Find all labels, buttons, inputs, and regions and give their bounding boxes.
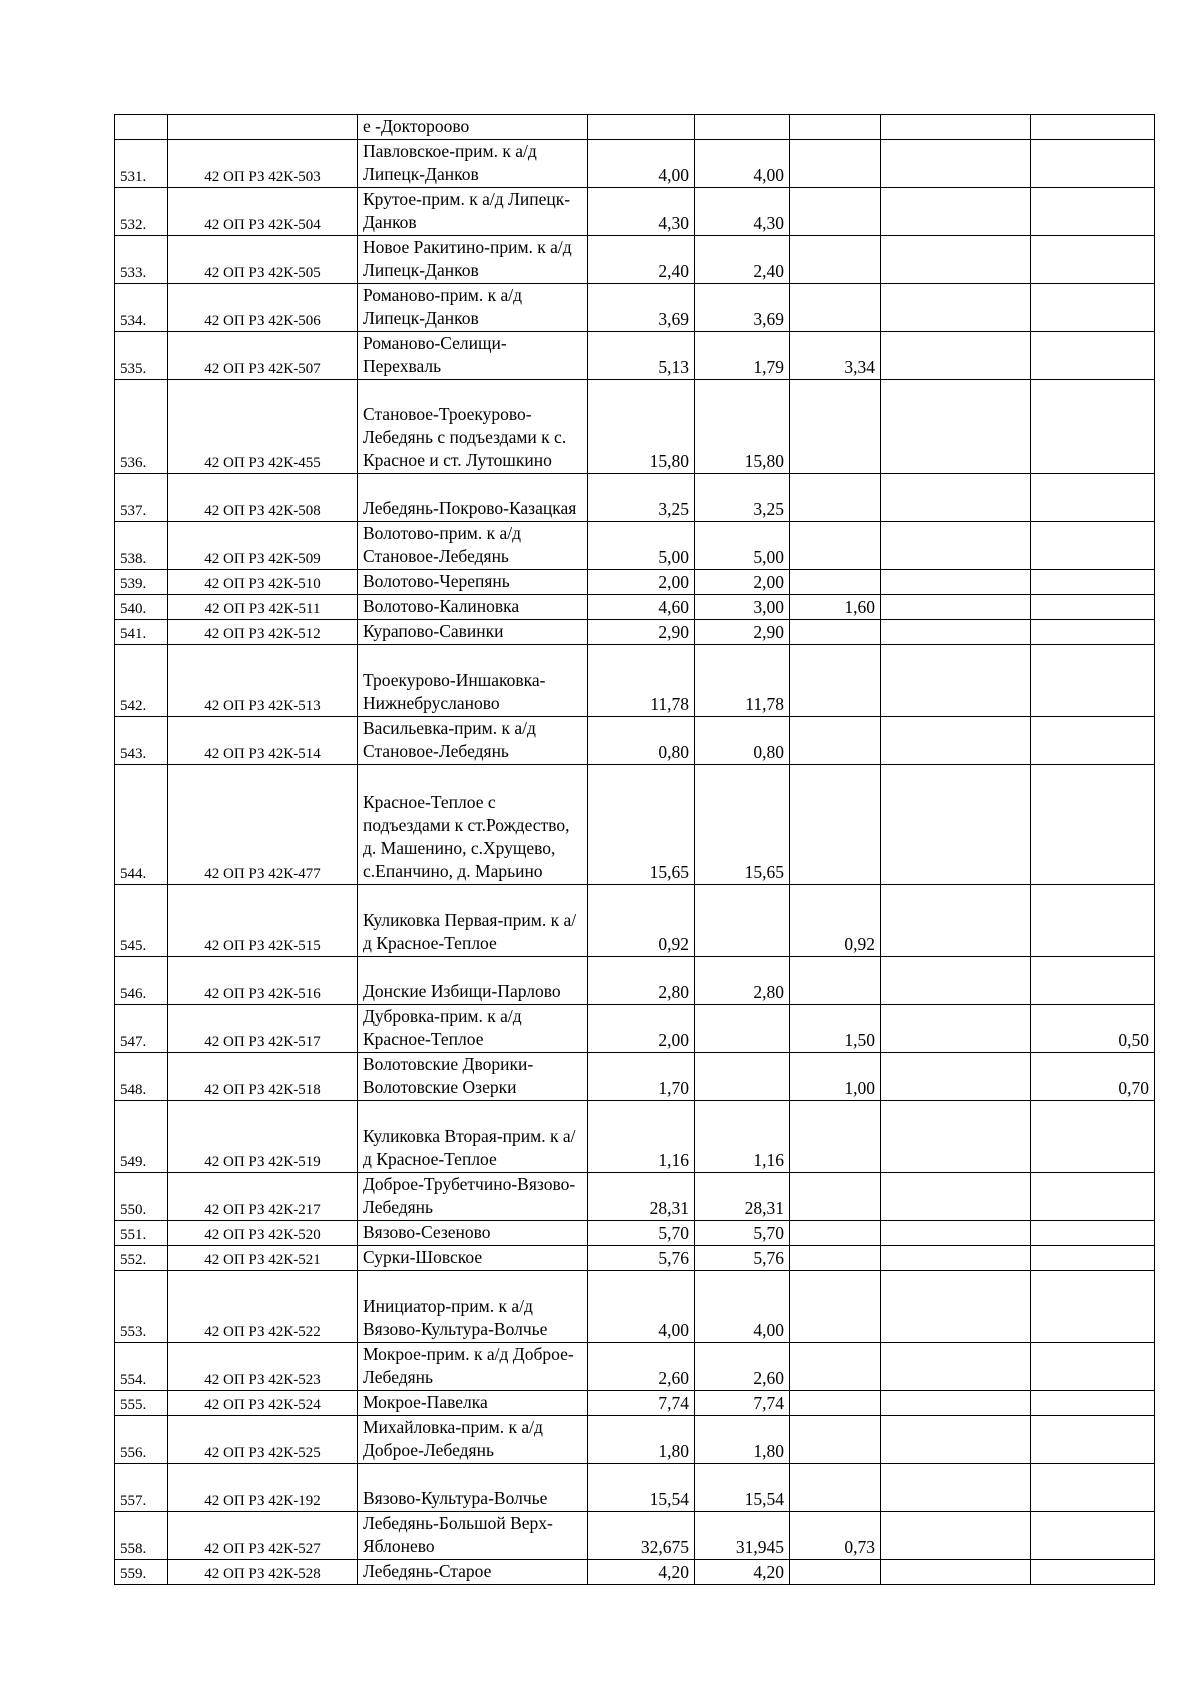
table-row: [115, 645, 1155, 717]
row-number: 531.: [115, 140, 168, 188]
length-col-3: [881, 620, 1031, 645]
length-col-3: [881, 1053, 1031, 1101]
road-name: Доброе-Трубетчино-Вязово-Лебедянь: [358, 1173, 588, 1221]
length-col-2: [790, 236, 881, 284]
length-col-3: [881, 1246, 1031, 1271]
road-code: [168, 115, 358, 140]
road-code: 42 ОП РЗ 42К-514: [168, 717, 358, 765]
road-code: 42 ОП РЗ 42К-520: [168, 1221, 358, 1246]
length-col-3: [881, 595, 1031, 620]
length-total: [588, 115, 695, 140]
length-col-4: 0,50: [1031, 1005, 1155, 1053]
length-col-3: [881, 140, 1031, 188]
length-col-3: [881, 1005, 1031, 1053]
table-row: [115, 620, 1155, 645]
length-col-1: [695, 1005, 790, 1053]
length-total: 32,675: [588, 1512, 695, 1560]
length-col-3: [881, 1391, 1031, 1416]
row-number: 556.: [115, 1416, 168, 1464]
length-col-1: 2,60: [695, 1343, 790, 1391]
length-col-1: 28,31: [695, 1173, 790, 1221]
length-col-4: [1031, 1391, 1155, 1416]
table-row: [115, 1053, 1155, 1101]
road-code: 42 ОП РЗ 42К-477: [168, 765, 358, 885]
row-number: 549.: [115, 1101, 168, 1173]
length-col-4: [1031, 885, 1155, 957]
road-name: Новое Ракитино-прим. к а/д Липецк-Данков: [358, 236, 588, 284]
row-number: 536.: [115, 380, 168, 474]
length-col-1: [695, 885, 790, 957]
table-row: [115, 885, 1155, 957]
length-col-3: [881, 522, 1031, 570]
length-col-2: 1,60: [790, 595, 881, 620]
road-name: Мокрое-прим. к а/д Доброе-Лебедянь: [358, 1343, 588, 1391]
road-code: 42 ОП РЗ 42К-508: [168, 474, 358, 522]
road-name: Куликовка Первая-прим. к а/д Красное-Теплое: [358, 885, 588, 957]
length-col-2: [790, 284, 881, 332]
length-total: 15,65: [588, 765, 695, 885]
length-col-4: [1031, 522, 1155, 570]
road-code: 42 ОП РЗ 42К-524: [168, 1391, 358, 1416]
table-row: [115, 1221, 1155, 1246]
road-code: 42 ОП РЗ 42К-518: [168, 1053, 358, 1101]
length-col-1: 4,20: [695, 1560, 790, 1585]
length-col-3: [881, 1271, 1031, 1343]
road-name: Донские Избищи-Парлово: [358, 957, 588, 1005]
road-name: Красное-Теплое с подъездами к ст.Рождество, д. Машенино, с.Хрущево, с.Епанчино, д. Марьино: [358, 765, 588, 885]
table-row: [115, 717, 1155, 765]
length-col-1: 2,80: [695, 957, 790, 1005]
row-number: 548.: [115, 1053, 168, 1101]
road-name: Сурки-Шовское: [358, 1246, 588, 1271]
road-code: 42 ОП РЗ 42К-515: [168, 885, 358, 957]
length-total: 5,00: [588, 522, 695, 570]
road-code: 42 ОП РЗ 42К-517: [168, 1005, 358, 1053]
road-name: Инициатор-прим. к а/д Вязово-Культура-Волчье: [358, 1271, 588, 1343]
length-col-4: [1031, 1560, 1155, 1585]
road-code: 42 ОП РЗ 42К-510: [168, 570, 358, 595]
road-code: 42 ОП РЗ 42К-513: [168, 645, 358, 717]
length-col-2: [790, 717, 881, 765]
length-col-2: [790, 1464, 881, 1512]
road-name: Волотово-прим. к а/д Становое-Лебедянь: [358, 522, 588, 570]
length-col-3: [881, 474, 1031, 522]
row-number: 537.: [115, 474, 168, 522]
length-col-4: [1031, 1246, 1155, 1271]
length-col-1: 3,00: [695, 595, 790, 620]
road-code: 42 ОП РЗ 42К-519: [168, 1101, 358, 1173]
length-col-2: [790, 522, 881, 570]
length-col-1: 3,25: [695, 474, 790, 522]
length-col-4: [1031, 188, 1155, 236]
length-col-1: 15,65: [695, 765, 790, 885]
row-number: 544.: [115, 765, 168, 885]
road-name: Дубровка-прим. к а/д Красное-Теплое: [358, 1005, 588, 1053]
length-col-1: 11,78: [695, 645, 790, 717]
length-col-4: [1031, 957, 1155, 1005]
table-row: [115, 188, 1155, 236]
length-col-2: [790, 115, 881, 140]
table-row: [115, 765, 1155, 885]
length-col-2: 1,00: [790, 1053, 881, 1101]
length-col-1: 4,30: [695, 188, 790, 236]
length-col-1: 5,00: [695, 522, 790, 570]
table-row: [115, 284, 1155, 332]
table-row: [115, 115, 1155, 140]
row-number: 552.: [115, 1246, 168, 1271]
length-col-2: [790, 765, 881, 885]
row-number: 539.: [115, 570, 168, 595]
road-code: 42 ОП РЗ 42К-506: [168, 284, 358, 332]
road-code: 42 ОП РЗ 42К-505: [168, 236, 358, 284]
road-code: 42 ОП РЗ 42К-527: [168, 1512, 358, 1560]
length-col-4: [1031, 1464, 1155, 1512]
road-code: 42 ОП РЗ 42К-523: [168, 1343, 358, 1391]
road-name: Вязово-Сезеново: [358, 1221, 588, 1246]
length-col-4: [1031, 1221, 1155, 1246]
row-number: 550.: [115, 1173, 168, 1221]
length-col-3: [881, 1560, 1031, 1585]
length-col-1: 1,80: [695, 1416, 790, 1464]
length-col-4: [1031, 1101, 1155, 1173]
road-name: Романово-прим. к а/д Липецк-Данков: [358, 284, 588, 332]
table-row: [115, 522, 1155, 570]
road-name: Становое-Троекурово-Лебедянь с подъездами к с. Красное и ст. Лутошкино: [358, 380, 588, 474]
length-total: 1,16: [588, 1101, 695, 1173]
length-col-1: 2,40: [695, 236, 790, 284]
length-total: 2,80: [588, 957, 695, 1005]
length-col-4: [1031, 236, 1155, 284]
table-row: [115, 1560, 1155, 1585]
length-col-1: 1,79: [695, 332, 790, 380]
length-col-4: [1031, 140, 1155, 188]
row-number: 557.: [115, 1464, 168, 1512]
road-name: Васильевка-прим. к а/д Становое-Лебедянь: [358, 717, 588, 765]
table-row: [115, 1512, 1155, 1560]
length-col-1: 4,00: [695, 140, 790, 188]
length-col-1: 2,90: [695, 620, 790, 645]
road-name: Волотово-Черепянь: [358, 570, 588, 595]
length-col-1: 31,945: [695, 1512, 790, 1560]
row-number: 542.: [115, 645, 168, 717]
road-code: 42 ОП РЗ 42К-217: [168, 1173, 358, 1221]
length-col-3: [881, 1464, 1031, 1512]
length-col-2: [790, 474, 881, 522]
table-row: [115, 957, 1155, 1005]
row-number: 532.: [115, 188, 168, 236]
length-col-4: [1031, 1512, 1155, 1560]
row-number: 555.: [115, 1391, 168, 1416]
length-total: 2,00: [588, 1005, 695, 1053]
length-total: 7,74: [588, 1391, 695, 1416]
road-name: Михайловка-прим. к а/д Доброе-Лебедянь: [358, 1416, 588, 1464]
table-row: [115, 140, 1155, 188]
length-col-4: [1031, 570, 1155, 595]
row-number: [115, 115, 168, 140]
length-col-3: [881, 717, 1031, 765]
road-code: 42 ОП РЗ 42К-516: [168, 957, 358, 1005]
road-name: Волотово-Калиновка: [358, 595, 588, 620]
row-number: 541.: [115, 620, 168, 645]
length-col-2: [790, 1391, 881, 1416]
length-col-4: [1031, 1343, 1155, 1391]
table-row: [115, 570, 1155, 595]
length-col-2: 3,34: [790, 332, 881, 380]
length-col-1: 1,16: [695, 1101, 790, 1173]
length-total: 15,80: [588, 380, 695, 474]
length-col-4: [1031, 474, 1155, 522]
road-name: Лебедянь-Покрово-Казацкая: [358, 474, 588, 522]
length-col-4: [1031, 620, 1155, 645]
length-col-1: 2,00: [695, 570, 790, 595]
length-col-2: 0,73: [790, 1512, 881, 1560]
road-name: Павловское-прим. к а/д Липецк-Данков: [358, 140, 588, 188]
length-col-1: 7,74: [695, 1391, 790, 1416]
length-col-1: [695, 1053, 790, 1101]
length-col-4: [1031, 332, 1155, 380]
road-code: 42 ОП РЗ 42К-525: [168, 1416, 358, 1464]
length-total: 2,00: [588, 570, 695, 595]
length-total: 11,78: [588, 645, 695, 717]
length-col-4: [1031, 765, 1155, 885]
length-col-1: 3,69: [695, 284, 790, 332]
length-col-4: [1031, 1416, 1155, 1464]
length-col-3: [881, 1512, 1031, 1560]
row-number: 546.: [115, 957, 168, 1005]
row-number: 538.: [115, 522, 168, 570]
road-code: 42 ОП РЗ 42К-192: [168, 1464, 358, 1512]
row-number: 534.: [115, 284, 168, 332]
length-col-2: [790, 957, 881, 1005]
length-col-1: 5,76: [695, 1246, 790, 1271]
road-name: Лебедянь-Большой Верх-Яблонево: [358, 1512, 588, 1560]
row-number: 559.: [115, 1560, 168, 1585]
length-col-2: 1,50: [790, 1005, 881, 1053]
length-col-4: [1031, 717, 1155, 765]
road-code: 42 ОП РЗ 42К-528: [168, 1560, 358, 1585]
road-name: е -Доктороово: [358, 115, 588, 140]
length-col-1: 4,00: [695, 1271, 790, 1343]
length-col-2: [790, 188, 881, 236]
length-col-1: [695, 115, 790, 140]
row-number: 547.: [115, 1005, 168, 1053]
length-col-2: [790, 620, 881, 645]
road-code: 42 ОП РЗ 42К-507: [168, 332, 358, 380]
length-total: 2,90: [588, 620, 695, 645]
length-col-1: 15,80: [695, 380, 790, 474]
table-row: [115, 1391, 1155, 1416]
table-row: [115, 1005, 1155, 1053]
length-col-4: [1031, 595, 1155, 620]
road-code: 42 ОП РЗ 42К-511: [168, 595, 358, 620]
table-row: [115, 332, 1155, 380]
length-total: 3,69: [588, 284, 695, 332]
length-col-3: [881, 765, 1031, 885]
road-name: Троекурово-Иншаковка-Нижнебрусланово: [358, 645, 588, 717]
length-total: 0,80: [588, 717, 695, 765]
length-col-4: 0,70: [1031, 1053, 1155, 1101]
road-code: 42 ОП РЗ 42К-512: [168, 620, 358, 645]
roads-table: [114, 114, 1155, 1585]
row-number: 553.: [115, 1271, 168, 1343]
length-total: 4,20: [588, 1560, 695, 1585]
length-col-4: [1031, 1271, 1155, 1343]
table-row: [115, 1246, 1155, 1271]
road-name: Курапово-Савинки: [358, 620, 588, 645]
length-col-3: [881, 885, 1031, 957]
row-number: 545.: [115, 885, 168, 957]
length-total: 4,00: [588, 1271, 695, 1343]
length-total: 5,76: [588, 1246, 695, 1271]
length-col-2: [790, 1343, 881, 1391]
length-col-3: [881, 284, 1031, 332]
length-col-2: [790, 1173, 881, 1221]
length-total: 0,92: [588, 885, 695, 957]
length-col-3: [881, 332, 1031, 380]
length-col-3: [881, 1101, 1031, 1173]
table-row: [115, 1271, 1155, 1343]
length-col-3: [881, 380, 1031, 474]
length-total: 28,31: [588, 1173, 695, 1221]
road-name: Волотовские Дворики-Волотовские Озерки: [358, 1053, 588, 1101]
table-row: [115, 1173, 1155, 1221]
length-col-2: [790, 570, 881, 595]
length-col-2: [790, 1101, 881, 1173]
length-total: 4,00: [588, 140, 695, 188]
length-col-4: [1031, 380, 1155, 474]
table-row: [115, 1464, 1155, 1512]
table-row: [115, 1343, 1155, 1391]
length-col-2: [790, 380, 881, 474]
length-col-4: [1031, 284, 1155, 332]
row-number: 535.: [115, 332, 168, 380]
length-col-1: 5,70: [695, 1221, 790, 1246]
length-total: 4,60: [588, 595, 695, 620]
length-total: 1,80: [588, 1416, 695, 1464]
table-row: [115, 474, 1155, 522]
length-total: 5,70: [588, 1221, 695, 1246]
length-total: 5,13: [588, 332, 695, 380]
length-col-2: [790, 1416, 881, 1464]
row-number: 551.: [115, 1221, 168, 1246]
length-col-2: [790, 1221, 881, 1246]
length-total: 15,54: [588, 1464, 695, 1512]
length-col-2: [790, 645, 881, 717]
length-col-2: [790, 1560, 881, 1585]
length-total: 3,25: [588, 474, 695, 522]
length-col-3: [881, 115, 1031, 140]
road-name: Куликовка Вторая-прим. к а/д Красное-Теплое: [358, 1101, 588, 1173]
road-name: Лебедянь-Старое: [358, 1560, 588, 1585]
length-col-2: [790, 140, 881, 188]
table-row: [115, 1101, 1155, 1173]
length-col-3: [881, 570, 1031, 595]
length-col-4: [1031, 115, 1155, 140]
road-code: 42 ОП РЗ 42К-521: [168, 1246, 358, 1271]
length-col-2: [790, 1271, 881, 1343]
length-col-4: [1031, 645, 1155, 717]
length-total: 4,30: [588, 188, 695, 236]
road-name: Романово-Селищи-Перехваль: [358, 332, 588, 380]
table-row: [115, 236, 1155, 284]
length-col-3: [881, 645, 1031, 717]
row-number: 540.: [115, 595, 168, 620]
length-col-3: [881, 188, 1031, 236]
table-row: [115, 595, 1155, 620]
length-col-3: [881, 1173, 1031, 1221]
length-total: 2,60: [588, 1343, 695, 1391]
length-col-3: [881, 1416, 1031, 1464]
row-number: 533.: [115, 236, 168, 284]
road-code: 42 ОП РЗ 42К-503: [168, 140, 358, 188]
length-col-3: [881, 236, 1031, 284]
table-row: [115, 1416, 1155, 1464]
row-number: 543.: [115, 717, 168, 765]
length-col-1: 15,54: [695, 1464, 790, 1512]
length-col-2: 0,92: [790, 885, 881, 957]
length-col-3: [881, 957, 1031, 1005]
length-col-1: 0,80: [695, 717, 790, 765]
road-code: 42 ОП РЗ 42К-455: [168, 380, 358, 474]
row-number: 558.: [115, 1512, 168, 1560]
length-col-2: [790, 1246, 881, 1271]
length-total: 1,70: [588, 1053, 695, 1101]
road-code: 42 ОП РЗ 42К-509: [168, 522, 358, 570]
length-col-3: [881, 1221, 1031, 1246]
road-code: 42 ОП РЗ 42К-504: [168, 188, 358, 236]
row-number: 554.: [115, 1343, 168, 1391]
road-name: Крутое-прим. к а/д Липецк-Данков: [358, 188, 588, 236]
table-row: [115, 380, 1155, 474]
road-name: Вязово-Культура-Волчье: [358, 1464, 588, 1512]
length-col-3: [881, 1343, 1031, 1391]
length-total: 2,40: [588, 236, 695, 284]
road-code: 42 ОП РЗ 42К-522: [168, 1271, 358, 1343]
length-col-4: [1031, 1173, 1155, 1221]
road-name: Мокрое-Павелка: [358, 1391, 588, 1416]
